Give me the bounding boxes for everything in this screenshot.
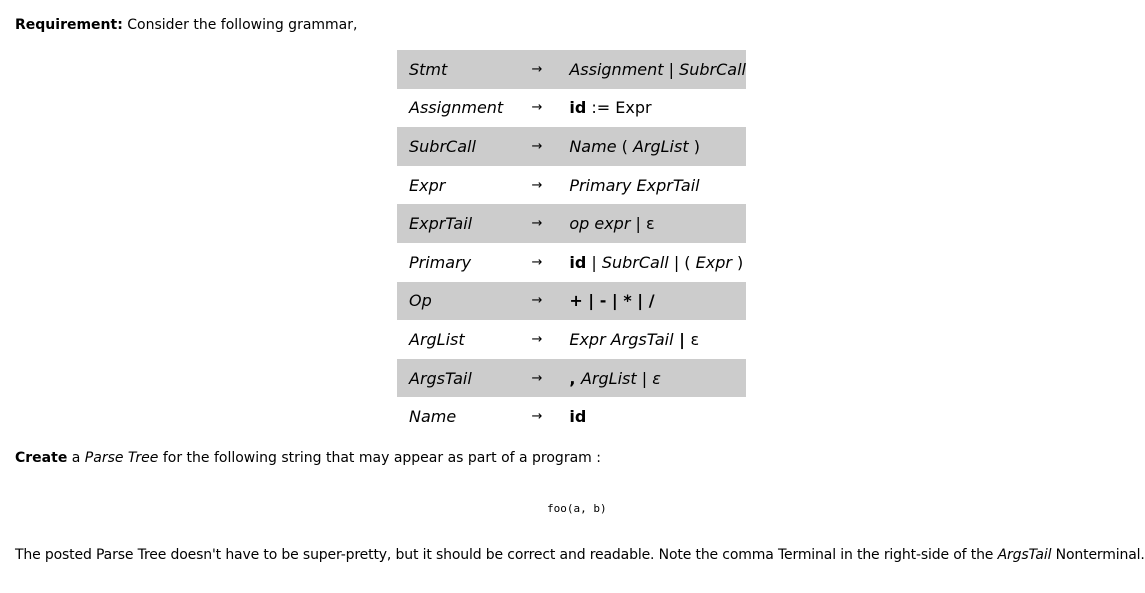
create-pre: a xyxy=(67,450,85,466)
rhs-segment: | ( xyxy=(668,252,696,272)
rhs-segment: ε xyxy=(690,329,700,349)
rule-arrow: → xyxy=(531,100,543,116)
rhs-segment: Assignment xyxy=(569,59,664,79)
rule-arrow: → xyxy=(515,359,560,398)
rule-lhs: ExprTail xyxy=(397,204,515,243)
rule-rhs xyxy=(559,204,746,243)
rule-arrow: → xyxy=(531,409,543,425)
grammar-rule xyxy=(397,359,746,398)
rhs-segment: | ε xyxy=(630,214,655,234)
rhs-segment: SubrCall xyxy=(679,59,746,79)
rule-lhs: ArgsTail xyxy=(397,359,515,398)
note-italic: ArgsTail xyxy=(997,547,1052,563)
grammar-rule xyxy=(397,89,746,128)
grammar-rule xyxy=(397,127,746,166)
rule-lhs: ArgList xyxy=(409,329,465,349)
note-paragraph xyxy=(15,547,1145,563)
rule-lhs: Name xyxy=(409,407,457,427)
grammar-rule xyxy=(397,320,746,359)
rhs-segment: ( xyxy=(616,136,633,156)
rule-arrow: → xyxy=(531,331,543,347)
rhs-segment: id xyxy=(569,98,587,118)
rule-arrow: → xyxy=(515,204,560,243)
requirement-label: Requirement: xyxy=(15,17,123,33)
rhs-segment: ε xyxy=(652,368,661,388)
rhs-segment: op expr xyxy=(569,214,631,234)
grammar-rule xyxy=(397,243,746,282)
rule-lhs: SubrCall xyxy=(397,127,515,166)
rule-lhs: Expr xyxy=(409,175,446,195)
note-post: Nonterminal. xyxy=(1051,547,1145,563)
rule-arrow: → xyxy=(531,254,543,270)
grammar-rule xyxy=(397,204,746,243)
program-string: foo(a, b) xyxy=(547,502,607,515)
rule-rhs xyxy=(559,243,746,282)
rule-arrow: → xyxy=(531,177,543,193)
rhs-segment: ArgList xyxy=(580,368,637,388)
rhs-segment: id xyxy=(569,407,587,427)
create-italic: Parse Tree xyxy=(84,450,159,466)
grammar-rule xyxy=(397,282,746,321)
rhs-segment: | xyxy=(663,59,680,79)
create-paragraph xyxy=(15,450,601,466)
rhs-segment: Expr xyxy=(695,252,732,272)
rhs-segment: SubrCall xyxy=(601,252,669,272)
grammar-rule xyxy=(397,397,746,436)
rhs-segment: | xyxy=(586,252,602,272)
rule-rhs xyxy=(559,166,746,205)
rhs-segment: Expr ArgsTail xyxy=(569,329,674,349)
create-post: for the following string that may appear as part of a program : xyxy=(158,450,601,466)
grammar-table xyxy=(397,50,746,436)
rule-rhs xyxy=(559,359,746,398)
rhs-segment: Name xyxy=(569,136,617,156)
create-bold: Create xyxy=(15,450,68,466)
rhs-segment: ArgList xyxy=(632,136,689,156)
rhs-segment: | xyxy=(636,368,653,388)
rule-lhs: Assignment xyxy=(409,98,504,118)
rule-arrow: → xyxy=(515,127,560,166)
rhs-segment: , xyxy=(569,368,581,388)
grammar-rule xyxy=(397,50,746,89)
rule-lhs: Stmt xyxy=(397,50,515,89)
rule-rhs xyxy=(559,320,746,359)
rule-rhs xyxy=(559,50,746,89)
rhs-segment: ) xyxy=(731,252,744,272)
rule-lhs: Op xyxy=(397,282,515,321)
rule-rhs xyxy=(559,89,746,128)
rhs-segment: | xyxy=(673,329,691,349)
rule-arrow: → xyxy=(515,282,560,321)
rule-arrow: → xyxy=(515,50,560,89)
rule-rhs xyxy=(559,127,746,166)
rhs-segment: ) xyxy=(688,136,700,156)
rule-rhs xyxy=(559,282,746,321)
rhs-segment: + | - | * | / xyxy=(569,291,655,311)
grammar-rules xyxy=(397,50,746,436)
rule-rhs xyxy=(559,397,746,436)
grammar-rule xyxy=(397,166,746,205)
rhs-segment: := Expr xyxy=(586,98,652,118)
requirement-paragraph xyxy=(15,17,357,33)
note-pre: The posted Parse Tree doesn't have to be super-pretty, but it should be correct and readable. Note the comma Terminal in the right-side of the xyxy=(15,547,998,563)
rhs-segment: id xyxy=(569,252,587,272)
requirement-text: Consider the following grammar, xyxy=(122,17,358,33)
rhs-segment: Primary ExprTail xyxy=(569,175,700,195)
rule-lhs: Primary xyxy=(409,252,472,272)
